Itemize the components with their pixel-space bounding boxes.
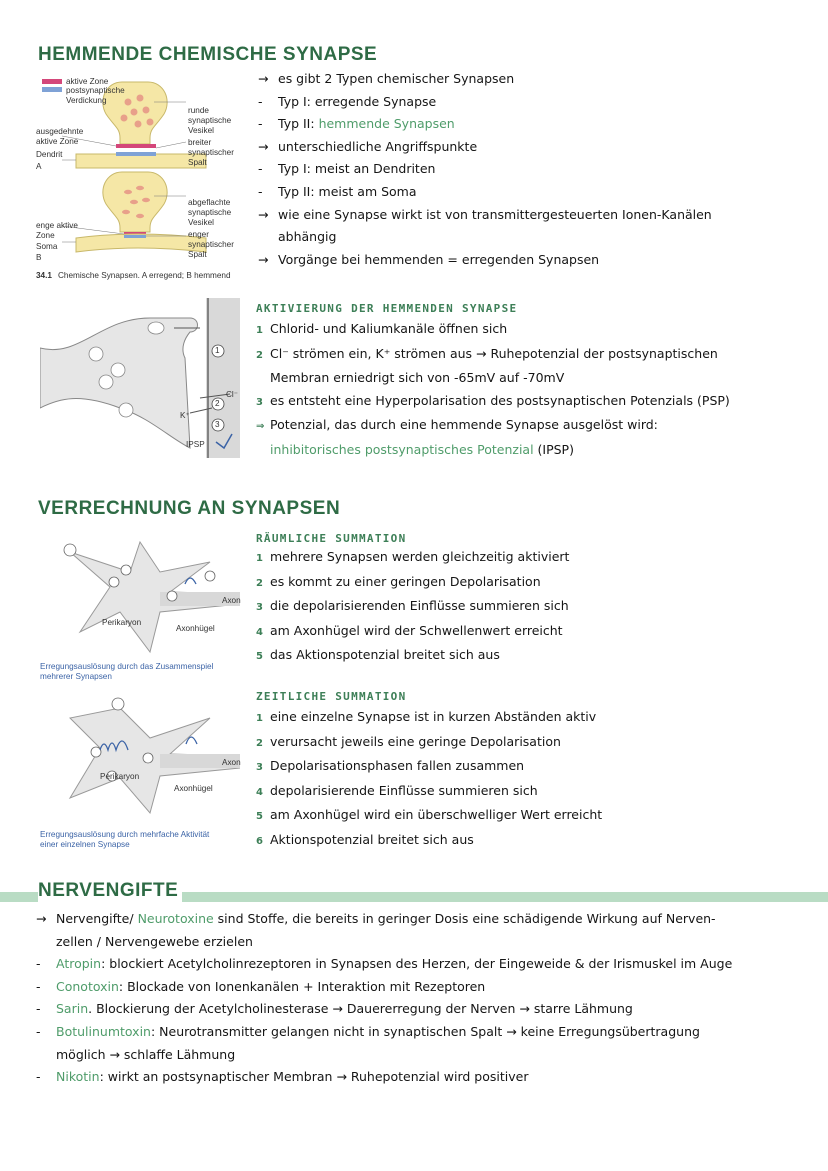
list-number: 1 [256,553,263,564]
list-item [256,644,818,669]
zeitlich-notes [256,706,818,854]
note-line [258,91,818,114]
note-text: Vorgänge bei hemmenden = erregenden Synapsen [278,251,600,267]
toxin-line [36,976,822,999]
label-axonhuegel-2: Axonhügel [174,784,213,793]
list-item [256,439,818,462]
toxin-name: Nikotin [56,1069,100,1085]
raeumlich-notes [256,546,818,669]
label-n3: 3 [215,420,220,429]
note-line [258,68,818,91]
label-axon-2: Axon [222,758,241,767]
list-number: 1 [256,325,263,336]
list-number: 1 [256,713,263,724]
list-number: 5 [256,811,263,823]
list-item [256,318,818,343]
dash-icon: - [258,93,263,109]
dash-icon: - [36,978,41,994]
dash-icon: - [36,956,41,972]
dash-icon: - [258,183,263,199]
aktivierung-title: AKTIVIERUNG DER HEMMENDEN SYNAPSE [256,302,518,315]
list-text: es entsteht eine Hyperpolarisation des postsynaptischen Potenzials (PSP) [270,392,730,408]
list-text: Cl⁻ strömen ein, K⁺ strömen aus → Ruhepotenzial der postsynaptischen [270,345,718,361]
list-item [256,343,818,368]
legend-aktive-zone: aktive Zone [66,77,109,86]
list-number: 4 [256,626,263,638]
figure-raeumliche-summation [40,532,240,682]
arrow-icon: → [258,71,269,86]
toxin-line [36,1066,822,1089]
note-line [258,181,818,204]
list-text: depolarisierende Einflüsse summieren sich [270,782,538,798]
note-text: wie eine Synapse wirkt ist von transmittergesteuerten Ionen-Kanälen [278,206,712,222]
toxin-name: Botulinumtoxin [56,1023,151,1039]
label-b: B [36,253,42,262]
section-title-hemmende: HEMMENDE CHEMISCHE SYNAPSE [38,44,378,65]
note-line [258,113,818,136]
list-text: Aktionspotenzial breitet sich aus [270,831,474,847]
nervengifte-notes [36,908,822,1089]
toxin-text: Nervengifte/ [56,911,138,926]
dash-icon: - [36,1023,41,1039]
dash-icon: - [36,1069,41,1085]
note-highlight: hemmende Synapsen [318,116,455,132]
label-ausgedehnte-zone: ausgedehnte aktive Zone [36,127,84,146]
list-text: Depolarisationsphasen fallen zusammen [270,758,525,774]
label-abgeflachte-vesikel: abgeflachte synaptische Vesikel [188,198,232,227]
section-title-nervengifte: NERVENGIFTE [38,880,182,902]
note-text: es gibt 2 Typen chemischer Synapsen [278,71,515,86]
list-text: Potenzial, das durch eine hemmende Synapse ausgelöst wird: [270,417,658,433]
toxin-text: : wirkt an postsynaptischer Membran → Ruhepotenzial wird positiver [99,1069,529,1085]
label-ipsp: IPSP [186,440,205,449]
figure-chemische-synapsen [36,72,246,292]
toxin-line [36,953,822,976]
legend-postsynaptisch: postsynaptische Verdickung [66,86,125,105]
label-dendrit: Dendrit [36,150,63,159]
list-item [256,595,818,620]
label-enge-zone: enge aktive Zone [36,221,78,240]
list-text: verursacht jeweils eine geringe Depolarisation [270,733,561,749]
list-item [256,780,818,805]
dash-icon: - [258,116,263,132]
note-line [258,158,818,181]
aktivierung-notes [256,318,818,462]
list-item [256,731,818,756]
toxin-name: Neurotoxine [137,911,214,926]
toxin-text: : Neurotransmitter gelangen nicht in synaptischen Spalt → keine Erregungsübertragung [150,1023,700,1039]
figure-zeitliche-summation [40,688,240,848]
toxin-text: . Blockierung der Acetylcholinesterase → Dauererregung der Nerven → starre Lähmung [88,1001,633,1017]
toxin-line [36,931,822,954]
list-number: 3 [256,602,263,614]
note-text: abhängig [278,229,337,245]
note-line [258,226,818,249]
toxin-text: zellen / Nervengewebe erzielen [56,933,253,949]
list-number: 2 [256,349,263,361]
arrow-icon: → [258,206,269,222]
list-text: inhibitorisches postsynaptisches Potenzial [270,441,534,457]
list-text: am Axonhügel wird der Schwellenwert erreicht [270,622,563,638]
label-axon-1: Axon [222,596,241,605]
list-item [256,390,818,415]
note-line [258,249,818,272]
dash-icon: - [36,1001,41,1017]
hemmende-notes [258,68,818,271]
list-text: am Axonhügel wird ein überschwelliger Wert erreicht [270,807,603,823]
list-text: mehrere Synapsen werden gleichzeitig aktiviert [270,549,570,564]
label-soma: Soma [36,242,58,251]
note-text: unterschiedliche Angriffspunkte [278,138,478,154]
label-k: K⁺ [180,411,190,420]
arrow-icon: → [36,911,47,926]
toxin-text: : blockiert Acetylcholinrezeptoren in Synapsen des Herzen, der Eingeweide & der Irismuskel im Auge [101,956,733,972]
arrow-icon: → [258,138,269,154]
label-breiter-spalt: breiter synaptischer Spalt [188,138,234,167]
list-text: eine einzelne Synapse ist in kurzen Abständen aktiv [270,709,597,724]
toxin-text: sind Stoffe, die bereits in geringer Dosis eine schädigende Wirkung auf Nerven- [213,911,716,926]
list-suffix: (IPSP) [533,441,574,457]
note-text: Typ I: erregende Synapse [278,93,437,109]
list-number: 5 [256,651,263,663]
list-item [256,571,818,596]
note-line [258,136,818,159]
label-enger-spalt: enger synaptischer Spalt [188,230,234,259]
figure-caption: Chemische Synapsen. A erregend; B hemmend [58,271,231,280]
figure-aktivierung [40,298,240,458]
list-item [256,546,818,571]
figure-caption-number: 34.1 [36,271,52,280]
list-number: 4 [256,786,263,798]
list-item [256,620,818,645]
toxin-line [36,998,822,1021]
list-item [256,804,818,829]
list-text: Chlorid- und Kaliumkanäle öffnen sich [270,321,508,336]
label-perikaryon-1: Perikaryon [102,618,142,627]
label-a: A [36,162,42,171]
list-item [256,367,818,390]
toxin-name: Conotoxin [56,978,119,994]
label-perikaryon-2: Perikaryon [100,772,140,781]
label-runde-vesikel: runde synaptische Vesikel [188,106,232,135]
toxin-name: Atropin [56,956,102,972]
note-text: Typ II: meist am Soma [278,183,417,199]
list-number: 3 [256,396,263,408]
toxin-text: : Blockade von Ionenkanälen + Interaktion mit Rezeptoren [118,978,486,994]
list-item [256,829,818,854]
label-n1: 1 [215,346,220,355]
list-text: das Aktionspotenzial breitet sich aus [270,647,500,663]
list-number: 2 [256,577,263,589]
raeumlich-title: RÄUMLICHE SUMMATION [256,532,407,545]
list-number: 3 [256,762,263,774]
arrow-icon: → [258,251,269,267]
toxin-text: möglich → schlaffe Lähmung [56,1046,236,1062]
note-text: Typ I: meist an Dendriten [278,161,436,177]
caption-fig2: Erregungsauslösung durch mehrfache Aktivität einer einzelnen Synapse [40,830,210,849]
toxin-line [36,1044,822,1067]
list-item [256,706,818,731]
note-line [258,204,818,227]
list-item [256,755,818,780]
toxin-line [36,1021,822,1044]
toxin-name: Sarin [56,1001,89,1017]
list-text: es kommt zu einer geringen Depolarisation [270,573,541,589]
list-number: ⇒ [256,421,265,433]
note-text: Typ II: [278,116,319,132]
toxin-line [36,908,822,931]
list-number: 2 [256,737,263,749]
dash-icon: - [258,161,263,177]
zeitlich-title: ZEITLICHE SUMMATION [256,690,407,703]
list-text: Membran erniedrigt sich von -65mV auf -70mV [270,370,565,386]
label-n2: 2 [215,399,220,408]
caption-fig1: Erregungsauslösung durch das Zusammenspiel mehrerer Synapsen [40,662,214,681]
label-axonhuegel-1: Axonhügel [176,624,215,633]
section-title-verrechnung: VERRECHNUNG AN SYNAPSEN [38,498,341,519]
label-cl: Cl⁻ [226,390,239,399]
list-number: 6 [256,835,263,847]
list-text: die depolarisierenden Einflüsse summieren sich [270,598,569,614]
list-item [256,414,818,439]
